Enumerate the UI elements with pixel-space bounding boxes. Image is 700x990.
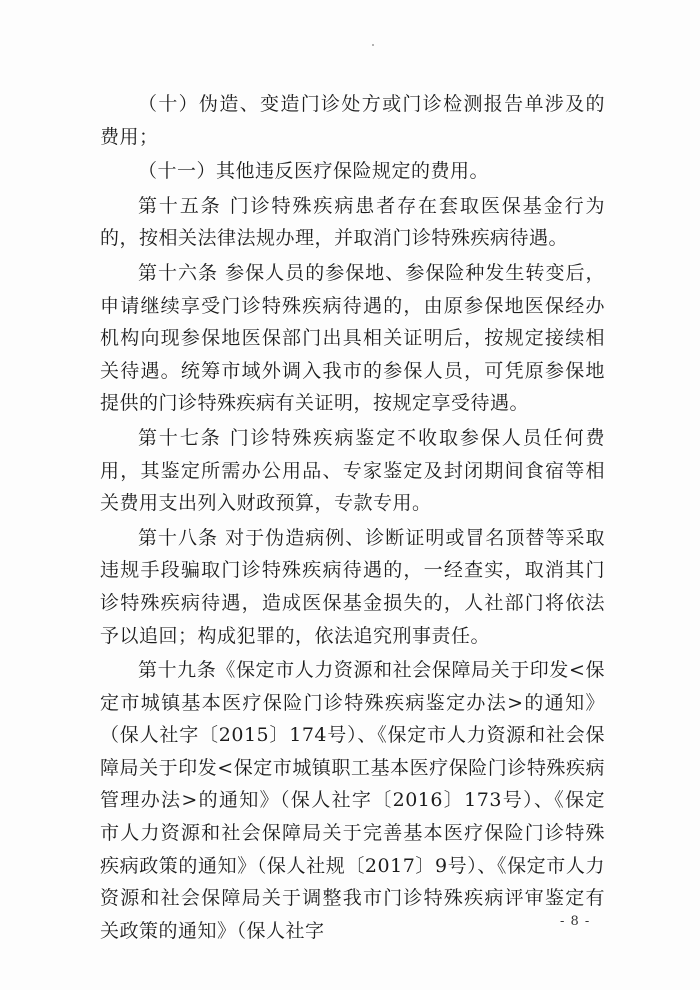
- document-body: [100, 88, 605, 949]
- article-17: 第十七条 门诊特殊疾病鉴定不收取参保人员任何费用，其鉴定所需办公用品、专家鉴定及封闭期间食宿等相关费用支出列入财政预算，专款专用。: [100, 426, 605, 515]
- scan-speck: [372, 44, 374, 46]
- clause-item-10: （十）伪造、变造门诊处方或门诊检测报告单涉及的费用；: [100, 93, 605, 148]
- article-18: 第十八条 对于伪造病例、诊断证明或冒名顶替等采取违规手段骗取门诊特殊疾病待遇的，一经查实，取消其门诊特殊疾病待遇，造成医保基金损失的，人社部门将依法予以追回；构成犯罪的，依法追究刑事责任。: [100, 526, 605, 647]
- article-16: 第十六条 参保人员的参保地、参保险种发生转变后，申请继续享受门诊特殊疾病待遇的，由原参保地医保经办机构向现参保地医保部门出具相关证明后，按规定接续相关待遇。统筹市域外调入我市的参保人员，可凭原参保地提供的门诊特殊疾病有关证明，按规定享受待遇。: [100, 261, 605, 415]
- article-15: 第十五条 门诊特殊疾病患者存在套取医保基金行为的，按相关法律法规办理，并取消门诊特殊疾病待遇。: [100, 194, 605, 250]
- clause-item-11: （十一）其他违反医疗保险规定的费用。: [138, 160, 490, 183]
- article-19: 第十九条《保定市人力资源和社会保障局关于印发<保定市城镇基本医疗保险门诊特殊疾病鉴定办法>的通知》（保人社字〔2015〕174号）、《保定市人力资源和社会保障局关于印发<保定市城镇职工基本医疗保险门诊特殊疾病管理办法>的通知》（保人社字〔2016〕173号）、《保定市人力资源和社会保障局关于完善基本医疗保险门诊特殊疾病政策的通知》（保人社规〔2017〕9号）、《保定市人力资源和社会保障局关于调整我市门诊特殊疾病评审鉴定有关政策的通知》（保人社字: [100, 659, 605, 942]
- page-number: - 8 -: [560, 914, 591, 929]
